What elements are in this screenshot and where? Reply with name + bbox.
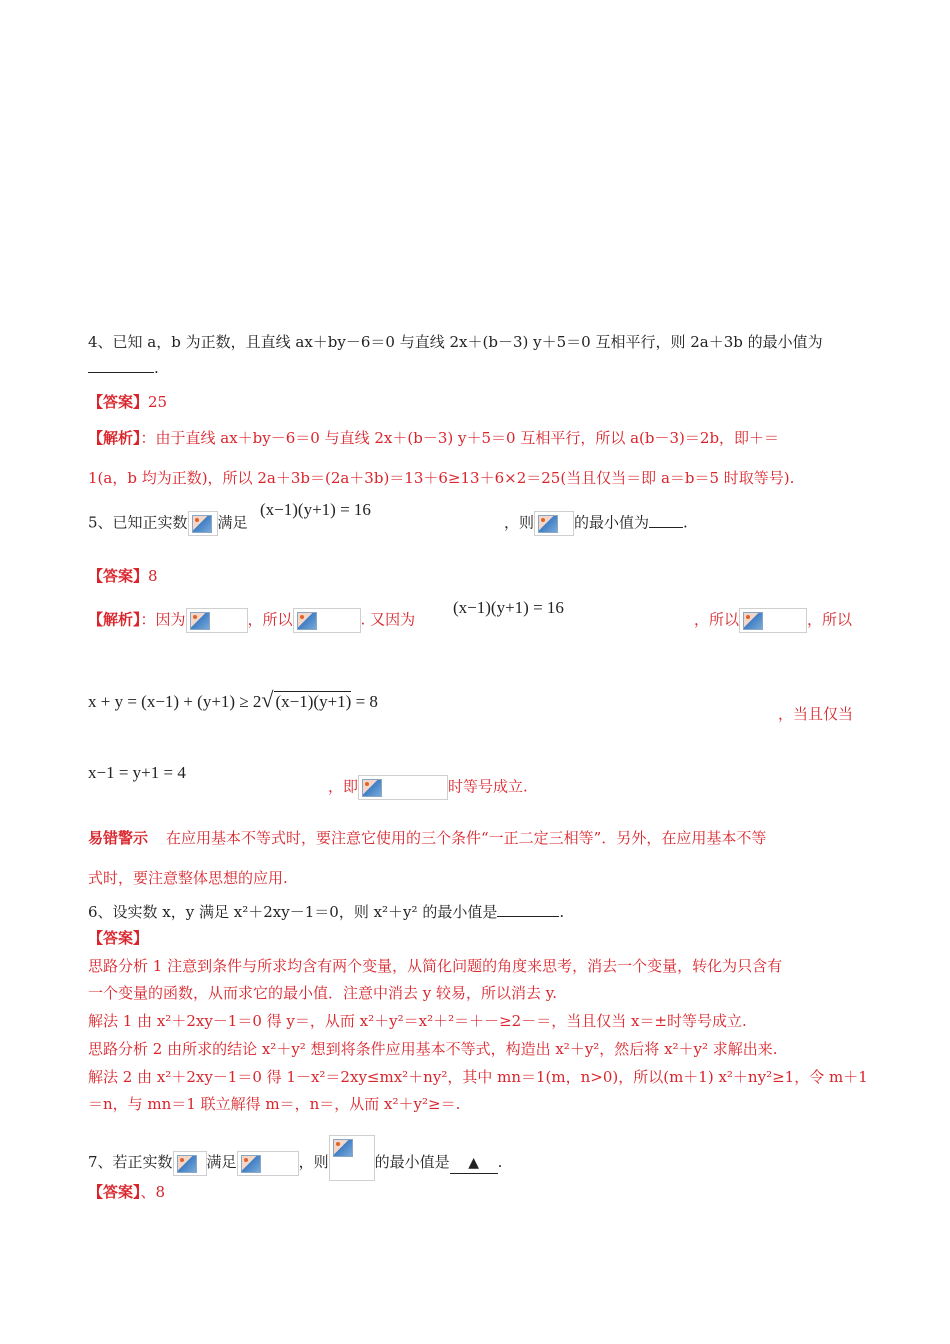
q5-warning-label: 易错警示 — [88, 829, 149, 847]
q5-end: . — [683, 513, 688, 532]
q5-image-2 — [534, 511, 574, 536]
q5-analysis-line1-start — [88, 608, 415, 633]
broken-image-icon — [362, 779, 382, 797]
broken-image-icon — [192, 515, 212, 533]
q5-eq-holds: 时等号成立. — [448, 777, 528, 796]
q4-blank-line — [88, 358, 159, 378]
q5-analysis-condition-formula: (x−1)(y+1) = 16 — [453, 598, 564, 617]
q5-ineq-right: = 8 — [355, 692, 378, 711]
q5-analysis-line1-end — [694, 608, 852, 633]
q4-stem — [88, 332, 823, 352]
q5-answer-label: 【答案】 — [88, 567, 149, 585]
q5-condition-formula: (x−1)(y+1) = 16 — [260, 500, 371, 519]
q7-answer-blank[interactable] — [450, 1152, 498, 1174]
q5-so3: ，所以 — [807, 610, 853, 629]
triangle-icon: ▲ — [468, 1155, 479, 1171]
q5-analysis-image-2 — [293, 608, 361, 633]
q5-warning-line1 — [88, 828, 766, 848]
q7-image-1 — [173, 1151, 207, 1176]
sqrt-sign: √ — [261, 687, 274, 712]
q5-so1: ，所以 — [247, 610, 293, 629]
q5-tail: 的最小值为 — [574, 513, 650, 532]
broken-image-icon — [297, 612, 317, 630]
q5-ineq-left: x + y = (x−1) + (y+1) ≥ 2 — [88, 692, 262, 711]
q4-end: . — [154, 359, 159, 377]
q7-image-3 — [329, 1135, 375, 1181]
q4-analysis-line1 — [88, 428, 779, 448]
q5-namely: ，即 — [328, 777, 359, 796]
q4-analysis-text1: ：由于直线 ax＋by－6＝0 与直线 2x＋(b－3) y＋5＝0 互相平行，所以 a(b－3)＝2b，即＋＝ — [140, 429, 780, 447]
broken-image-icon — [241, 1155, 261, 1173]
broken-image-icon — [333, 1139, 353, 1157]
q5-namely-line — [328, 775, 528, 800]
q6-stem — [88, 902, 564, 922]
q4-answer-blank[interactable] — [88, 360, 154, 373]
q5-image-1 — [188, 511, 218, 536]
q7-answer-value: 、8 — [140, 1183, 166, 1201]
q6-stem-text: 6、设实数 x，y 满足 x²＋2xy－1＝0，则 x²＋y² 的最小值是 — [88, 903, 498, 921]
q6-answer-blank[interactable] — [497, 904, 559, 917]
q5-satisfy: 满足 — [217, 513, 248, 532]
q5-analysis-image-4 — [358, 775, 448, 800]
q5-warning-line2 — [88, 868, 288, 888]
q5-warning-text1: 在应用基本不等式时，要注意它使用的三个条件“一正二定三相等”．另外，在应用基本不等 — [166, 829, 767, 847]
q5-ineq-root: (x−1)(y+1) — [275, 692, 352, 711]
q5-inequality-formula — [88, 687, 378, 713]
q4-analysis-line2 — [88, 468, 794, 488]
q5-warning-text2: 式时，要注意整体思想的应用. — [88, 869, 288, 887]
q7-end: . — [497, 1153, 503, 1171]
q5-answer-value: 8 — [148, 567, 158, 585]
q5-analysis-label: 【解析】 — [88, 610, 141, 629]
q4-analysis-text2: 1(a，b 均为正数)，所以 2a＋3b＝(2a＋3b)＝13＋6≥13＋6×2＝25(当且仅当＝即 a＝b＝5 时取等号). — [88, 469, 795, 487]
q7-prefix: 7、若正实数 — [88, 1153, 173, 1171]
q6-method-1: 解法 1 由 x²＋2xy－1＝0 得 y＝，从而 x²＋y²＝x²＋²＝＋－≥2－＝，当且仅当 x＝±时等号成立. — [88, 1012, 747, 1030]
q5-then: ，则 — [504, 513, 535, 532]
q5-stem-start — [88, 511, 248, 536]
broken-image-icon — [743, 612, 763, 630]
q5-analysis-image-3 — [739, 608, 807, 633]
q4-analysis-label: 【解析】 — [88, 429, 141, 447]
q7-then: ，则 — [298, 1153, 329, 1171]
q5-prefix: 5、已知正实数 — [88, 513, 188, 532]
q5-analysis-image-1 — [186, 608, 248, 633]
q4-answer-value: 25 — [148, 393, 168, 411]
q7-answer — [88, 1182, 165, 1202]
q4-answer-label: 【答案】 — [88, 393, 149, 411]
q7-satisfy: 满足 — [206, 1153, 237, 1171]
q5-also-because: . 又因为 — [360, 610, 416, 629]
q6-method-2-cont: ＝n，与 mn＝1 联立解得 m＝，n＝，从而 x²＋y²≥＝. — [88, 1095, 461, 1113]
broken-image-icon — [177, 1155, 197, 1173]
q6-answer-label: 【答案】 — [88, 929, 149, 947]
q5-answer-blank[interactable] — [649, 515, 683, 528]
q7-stem — [88, 1135, 502, 1181]
q6-method-2: 解法 2 由 x²＋2xy－1＝0 得 1－x²＝2xy≤mx²＋ny²，其中 mn＝1(m，n>0)，所以(m＋1) x²＋ny²≥1，令 m＋1 — [88, 1068, 868, 1086]
q5-so2: ，所以 — [694, 610, 740, 629]
q7-image-2 — [237, 1151, 299, 1176]
broken-image-icon — [538, 515, 558, 533]
q5-iff: ，当且仅当 — [778, 705, 854, 723]
q7-answer-label: 【答案】 — [88, 1183, 141, 1201]
q5-because: ：因为 — [140, 610, 186, 629]
broken-image-icon — [190, 612, 210, 630]
q4-stem-text: 4、已知 a，b 为正数，且直线 ax＋by－6＝0 与直线 2x＋(b－3) y＋5＝0 互相平行，则 2a＋3b 的最小值为 — [88, 333, 823, 351]
q7-tail: 的最小值是 — [374, 1153, 450, 1171]
q4-answer — [88, 392, 167, 412]
q6-analysis-2: 一个变量的函数，从而求它的最小值．注意中消去 y 较易，所以消去 y. — [88, 984, 558, 1002]
q6-analysis-1: 思路分析 1 注意到条件与所求均含有两个变量，从简化问题的角度来思考，消去一个变量，转化为只含有 — [88, 957, 783, 975]
q5-equality-condition: x−1 = y+1 = 4 — [88, 763, 186, 782]
q6-end: . — [559, 903, 565, 921]
q6-analysis-3: 思路分析 2 由所求的结论 x²＋y² 想到将条件应用基本不等式，构造出 x²＋y²，然后将 x²＋y² 求解出来. — [88, 1040, 778, 1058]
q5-answer — [88, 566, 158, 586]
q5-stem-end — [504, 511, 688, 536]
